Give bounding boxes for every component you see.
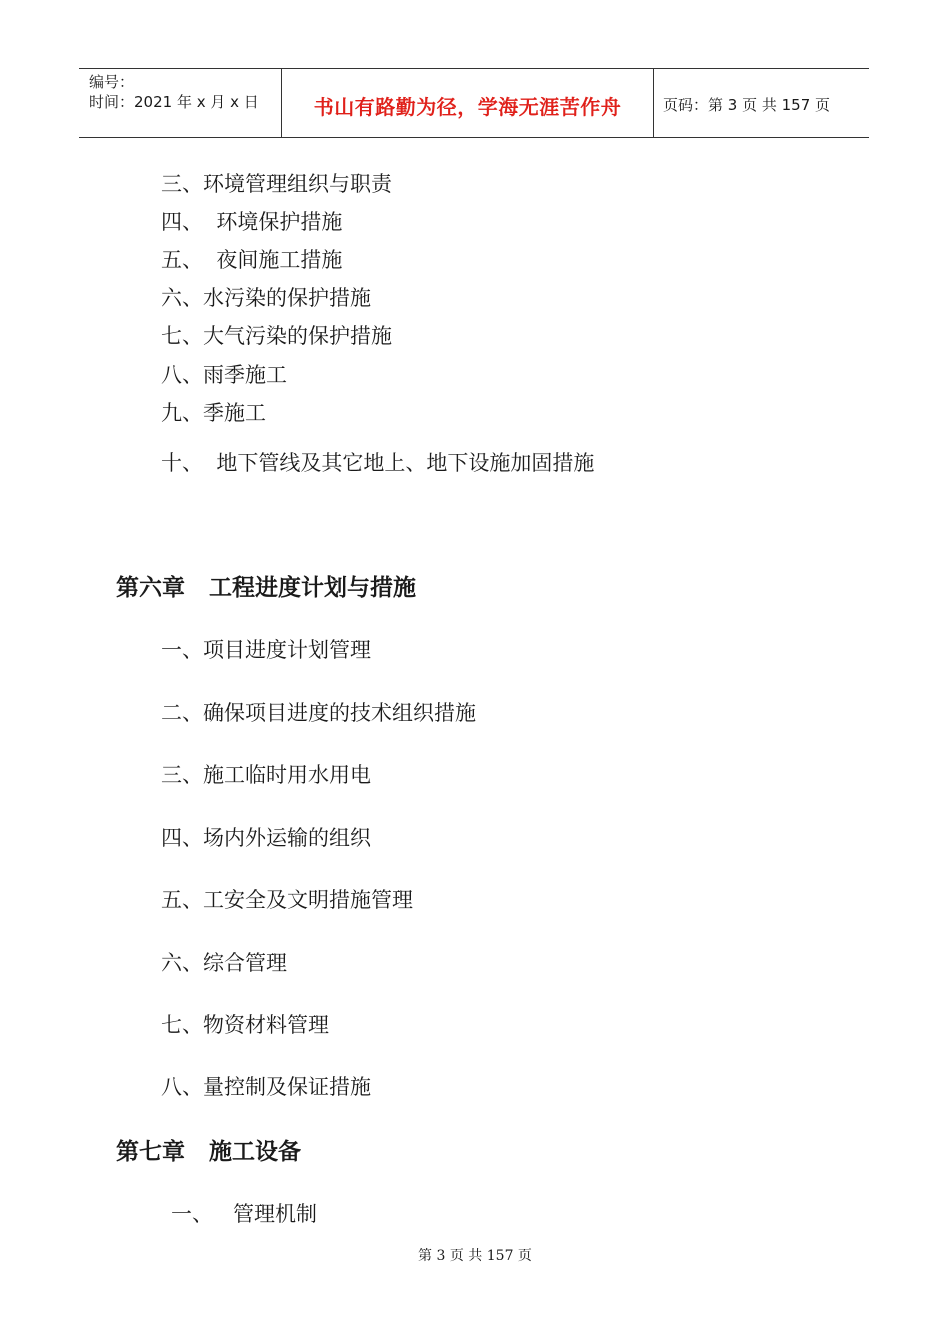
header-motto: 书山有路勤为径，学海无涯苦作舟: [313, 95, 622, 119]
chapter-heading: 第七章 施工设备: [116, 1139, 302, 1165]
toc-item: 六、综合管理: [161, 951, 287, 975]
toc-item: 九、季施工: [161, 401, 266, 425]
toc-item: 四、场内外运输的组织: [161, 826, 371, 850]
toc-item: 七、大气污染的保护措施: [161, 324, 392, 348]
toc-item: 一、 管理机制: [171, 1202, 318, 1226]
toc-item: 八、雨季施工: [161, 363, 287, 387]
header-page-cell: [654, 69, 869, 137]
chapter-heading: 第六章 工程进度计划与措施: [116, 575, 417, 601]
toc-item: 六、水污染的保护措施: [161, 286, 371, 310]
header-motto-cell: [282, 69, 654, 137]
toc-item: 十、 地下管线及其它地上、地下设施加固措施: [161, 451, 595, 475]
toc-item: 二、确保项目进度的技术组织措施: [161, 701, 476, 725]
page-footer: 第 3 页 共 157 页: [418, 1248, 532, 1264]
document-header: [79, 68, 869, 138]
toc-item: 一、项目进度计划管理: [161, 638, 371, 662]
header-time-label: 时间：2021 年 x 月 x 日: [89, 93, 259, 111]
header-page-info: 页码：第 3 页 共 157 页: [663, 96, 831, 114]
toc-item: 八、量控制及保证措施: [161, 1075, 371, 1099]
toc-item: 三、施工临时用水用电: [161, 763, 371, 787]
toc-item: 三、环境管理组织与职责: [161, 172, 392, 196]
toc-item: 五、工安全及文明措施管理: [161, 888, 413, 912]
toc-item: 五、 夜间施工措施: [161, 248, 343, 272]
toc-item: 七、物资材料管理: [161, 1013, 329, 1037]
toc-item: 四、 环境保护措施: [161, 210, 343, 234]
header-meta-cell: [79, 69, 282, 137]
header-code-label: 编号：: [89, 73, 135, 91]
